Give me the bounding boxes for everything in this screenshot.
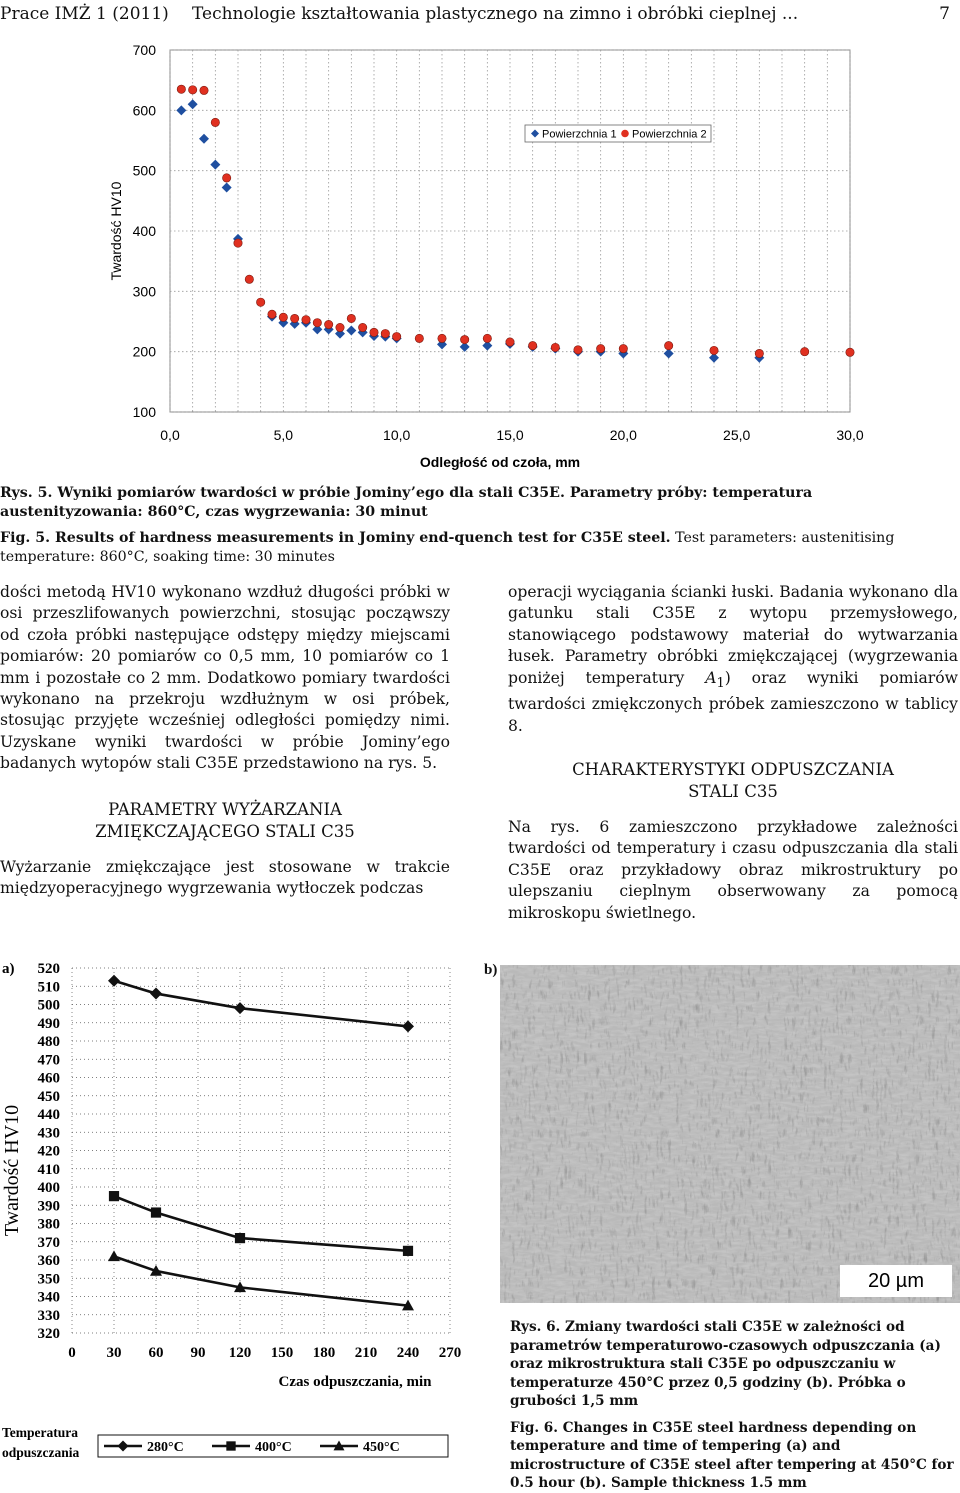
legend xyxy=(2,1425,448,1460)
y-tick-label: 450 xyxy=(37,1088,60,1105)
data-point xyxy=(460,335,468,343)
data-point xyxy=(596,344,604,352)
data-point xyxy=(211,118,219,126)
x-tick-label: 5,0 xyxy=(273,427,294,443)
data-point xyxy=(381,329,389,337)
data-point xyxy=(336,323,344,331)
data-point xyxy=(226,1441,235,1450)
data-point xyxy=(222,174,230,182)
x-tick-label: 60 xyxy=(148,1345,164,1361)
data-point xyxy=(234,1002,246,1014)
x-tick-label: 120 xyxy=(228,1345,252,1361)
data-point xyxy=(664,341,672,349)
data-point xyxy=(150,988,162,1000)
data-point xyxy=(279,313,287,321)
x-tick-label: 20,0 xyxy=(609,427,637,443)
y-tick-label: 320 xyxy=(37,1326,60,1342)
legend-title: Temperatura xyxy=(2,1425,78,1440)
data-point xyxy=(245,275,253,283)
y-tick-label: 340 xyxy=(37,1289,60,1306)
x-tick-label: 270 xyxy=(438,1345,462,1361)
data-point xyxy=(313,319,321,327)
y-tick-label: 500 xyxy=(132,162,156,179)
series-line xyxy=(114,981,408,1027)
y-axis-label: Twardość HV10 xyxy=(108,181,124,281)
y-tick-label: 400 xyxy=(132,223,156,239)
y-tick-label: 520 xyxy=(37,961,60,977)
y-tick-label: 460 xyxy=(37,1070,60,1087)
data-point xyxy=(415,334,423,342)
y-tick-label: 510 xyxy=(37,979,60,996)
legend-label: 400°C xyxy=(255,1440,292,1455)
left-paragraph-2: Wyżarzanie zmiękczające jest stosowane w trakcie międzyoperacyjnego wygrzewania wytłoczek podczas xyxy=(0,857,450,898)
data-point xyxy=(551,343,559,351)
data-point xyxy=(710,346,718,354)
x-tick-label: 30,0 xyxy=(836,427,864,443)
data-point xyxy=(302,315,310,323)
legend-label: 450°C xyxy=(363,1440,400,1455)
series-280°C xyxy=(108,975,414,1033)
x-tick-label: 10,0 xyxy=(383,427,411,443)
right-paragraph-2: Na rys. 6 zamieszczono przykładowe zależności twardości od temperatury i czasu odpuszczania dla stali C35E oraz przykładowy obraz mikrostruktury po ulepszaniu cieplnym obserwowany za pomocą mikroskopu świetlnego. xyxy=(508,817,958,922)
x-tick-label: 210 xyxy=(354,1345,378,1361)
series-line xyxy=(114,1256,408,1305)
x-tick-label: 0,0 xyxy=(160,427,180,443)
tempering-hardness-chart xyxy=(0,958,460,1467)
y-tick-label: 360 xyxy=(37,1253,60,1269)
data-point xyxy=(347,314,355,322)
data-point xyxy=(370,328,378,336)
journal-name: Prace IMŻ 1 (2011) xyxy=(0,4,169,24)
section-heading-tempering: CHARAKTERYSTYKI ODPUSZCZANIA STALI C35 xyxy=(572,759,894,801)
data-point xyxy=(324,320,332,328)
y-tick-label: 700 xyxy=(132,42,156,58)
data-point xyxy=(200,86,208,94)
left-column xyxy=(0,582,450,899)
article-title: Technologie kształtowania plastycznego na zimno i obróbki cieplnej ... xyxy=(192,4,799,24)
figure6-caption-en: Fig. 6. Changes in C35E steel hardness depending on temperature and time of tempering (a) and microstructure of C35E steel after tempering at 450°C for 0.5 hour (b). Sample thickness 1.5 mm xyxy=(510,1419,954,1491)
x-tick-label: 180 xyxy=(312,1345,336,1361)
data-point xyxy=(177,85,185,93)
x-tick-label: 150 xyxy=(270,1345,294,1361)
figure5-caption xyxy=(0,484,958,567)
left-paragraph-1: dości metodą HV10 wykonano wzdłuż długości próbki w osi przeszlifowanych powierzchni, stosując począwszy od czoła próbki następujące odstępy między miejscami pomiarów: 20 pomiarów co 0,5 mm, 10 pomiarów co 1 mm i pozostałe co 2 mm. Dodatkowo pomiary twardości wykonano na przekroju wzdłużnym w osi próbek, stosując przyjęte wcześniej odległości pomiędzy nimi. Uzyskane wyniki twardości w próbie Jominy’ego badanych wytopów stali C35E przedstawiono na rys. 5. xyxy=(0,583,450,773)
data-point xyxy=(483,334,491,342)
legend-label: Powierzchnia 2 xyxy=(632,128,707,141)
x-axis-label: Odległość od czoła, mm xyxy=(419,454,581,470)
figure6-caption-pl: Rys. 6. Zmiany twardości stali C35E w zależności od parametrów temperaturowo-czasowych odpuszczania (a) oraz mikrostruktura stali C35E po odpuszczaniu w temperaturze 450°C przez 0,5 godziny (b). Próbka o grubości 1,5 mm xyxy=(510,1319,941,1409)
running-header xyxy=(0,0,960,30)
data-point xyxy=(188,86,196,94)
y-tick-label: 200 xyxy=(132,343,156,360)
data-point xyxy=(234,239,242,247)
y-tick-label: 440 xyxy=(37,1107,60,1123)
legend-title: odpuszczania xyxy=(2,1445,80,1460)
data-point xyxy=(235,1233,245,1243)
data-point xyxy=(151,1207,161,1217)
figure6-label-b: b) xyxy=(484,962,498,978)
series-450°C xyxy=(108,1250,414,1310)
x-tick-label: 25,0 xyxy=(723,427,751,443)
page-number: 7 xyxy=(939,4,950,24)
x-tick-label: 90 xyxy=(190,1345,206,1361)
data-point xyxy=(392,332,400,340)
data-point xyxy=(619,344,627,352)
y-tick-label: 300 xyxy=(132,283,156,300)
section-heading-annealing: PARAMETRY WYŻARZANIA ZMIĘKCZAJĄCEGO STALI C35 xyxy=(95,799,355,841)
data-point xyxy=(108,975,120,987)
microstructure-image xyxy=(500,965,960,1303)
data-point xyxy=(109,1191,119,1201)
data-point xyxy=(755,349,763,357)
y-tick-label: 430 xyxy=(37,1125,60,1142)
legend-label: Powierzchnia 1 xyxy=(542,128,617,141)
data-point xyxy=(800,347,808,355)
y-tick-label: 100 xyxy=(132,404,156,420)
y-tick-label: 480 xyxy=(37,1034,60,1050)
y-tick-label: 420 xyxy=(37,1143,60,1160)
y-tick-label: 470 xyxy=(37,1052,60,1069)
scale-bar-label: 20 µm xyxy=(868,1270,924,1292)
data-point xyxy=(528,341,536,349)
figure5-caption-pl: Rys. 5. Wyniki pomiarów twardości w próbie Jominy’ego dla stali C35E. Parametry próby: temperatura austenityzowania: 860°C, czas wygrzewania: 30 minut xyxy=(0,485,813,520)
y-tick-label: 410 xyxy=(37,1161,60,1178)
data-point xyxy=(268,310,276,318)
legend xyxy=(525,125,711,142)
data-point xyxy=(574,346,582,354)
x-tick-label: 15,0 xyxy=(496,427,524,443)
x-axis-label: Czas odpuszczania, min xyxy=(278,1374,432,1390)
data-point xyxy=(402,1020,414,1032)
y-tick-label: 370 xyxy=(37,1234,60,1251)
y-tick-label: 380 xyxy=(37,1216,60,1233)
x-tick-label: 30 xyxy=(106,1345,122,1361)
right-column xyxy=(508,582,958,924)
data-point xyxy=(846,348,854,356)
right-paragraph-1: operacji wyciągania ścianki łuski. Badania wykonano dla gatunku stali C35E z wytopu przemysłowego, stanowiącego podstawowy materiał do wytwarzania łusek. Parametry obróbki zmiękczającej (wygrzewania poniżej temperatury $A_1$) oraz wyniki pomiarów twardości zmiękczonych próbek zamieszczono w tablicy 8. xyxy=(508,583,958,735)
y-tick-label: 400 xyxy=(37,1180,60,1196)
x-tick-label: 0 xyxy=(68,1345,76,1361)
data-point xyxy=(358,323,366,331)
data-point xyxy=(438,334,446,342)
y-tick-label: 390 xyxy=(37,1198,60,1215)
y-tick-label: 600 xyxy=(132,102,156,119)
data-point xyxy=(506,338,514,346)
x-tick-label: 240 xyxy=(396,1345,420,1361)
figure5-caption-en: Fig. 5. Results of hardness measurements in Jominy end-quench test for C35E steel. Test parameters: austenitising temperature: 860°C, soaking time: 30 minutes xyxy=(0,530,895,565)
figure6-caption xyxy=(510,1318,958,1493)
y-tick-label: 500 xyxy=(37,997,60,1014)
y-tick-label: 490 xyxy=(37,1015,60,1032)
y-tick-label: 330 xyxy=(37,1307,60,1324)
figure6-label-a: a) xyxy=(2,961,15,977)
legend-marker xyxy=(621,130,629,138)
data-point xyxy=(256,298,264,306)
y-axis-label: Twardość HV10 xyxy=(1,1104,23,1237)
jominy-hardness-chart xyxy=(100,38,864,478)
data-point xyxy=(290,314,298,322)
y-tick-label: 350 xyxy=(37,1271,60,1288)
legend-label: 280°C xyxy=(147,1440,184,1455)
data-point xyxy=(403,1246,413,1256)
data-point xyxy=(108,1250,120,1261)
